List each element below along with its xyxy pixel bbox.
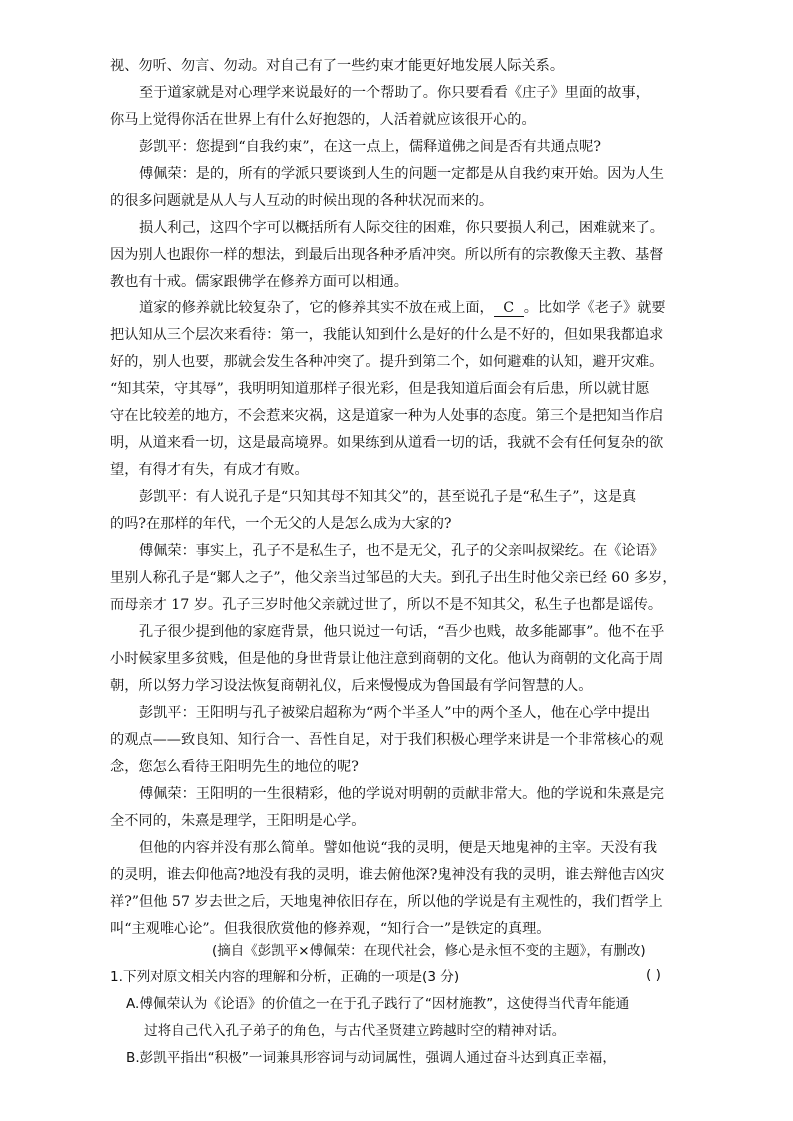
- passage-line: 念，您怎么看待王阳明先生的地位的呢?: [110, 759, 359, 775]
- passage-line: 视、勿听、勿言、勿动。对自己有了一些约束才能更好地发展人际关系。: [110, 58, 565, 74]
- option-a-continued: 过将自己代入孔子弟子的角色，与古代圣贤建立跨越时空的精神对话。: [144, 1023, 566, 1039]
- passage-text: 。比如学《老子》就要: [523, 300, 666, 316]
- passage-line: 孔子很少提到他的家庭背景，他只说过一句话，“吾少也贱，故多能鄙事”。他不在乎: [139, 624, 665, 640]
- option-a: A.傅佩荣认为《论语》的价值之一在于孔子践行了“因材施教”，这使得当代青年能通: [126, 996, 630, 1012]
- passage-line: 的吗?在那样的年代，一个无父的人是怎么成为大家的?: [110, 516, 452, 532]
- answer-blank: C: [494, 300, 524, 317]
- question-stem: 1.下列对原文相关内容的理解和分析，正确的一项是(3 分): [110, 969, 460, 985]
- passage-line: 守在比较差的地方，不会惹来灾祸，这是道家一种为人处事的态度。第三个是把知当作启: [110, 408, 664, 424]
- passage-line: 彭凯平：有人说孔子是“只知其母不知其父”的，甚至说孔子是“私生子”，这是真: [139, 489, 637, 505]
- passage-line: 但他的内容并没有那么简单。譬如他说“我的灵明，便是天地鬼神的主宰。天没有我: [139, 840, 658, 856]
- passage-line: 把认知从三个层次来看待：第一，我能认知到什么是好的什么是不好的，但如果我都追求: [110, 327, 664, 343]
- passage-line: “知其荣，守其辱”，我明明知道那样子很光彩，但是我知道后面会有后患，所以就甘愿: [110, 381, 650, 397]
- passage-line: 望，有得才有失，有成才有败。: [110, 462, 309, 478]
- passage-line: 祥?”但他 57 岁去世之后，天地鬼神依旧存在，所以他的学说是有主观性的，我们哲学上: [110, 894, 663, 910]
- passage-line: 里别人称孔子是“鄹人之子”，他父亲当过邹邑的大夫。到孔子出生时他父亲已经 60 多岁，: [110, 570, 677, 586]
- passage-line: 傅佩荣：事实上，孔子不是私生子，也不是无父，孔子的父亲叫叔梁纥。在《论语》: [139, 543, 664, 559]
- passage-line: 傅佩荣：是的，所有的学派只要谈到人生的问题一定都是从自我约束开始。因为人生: [139, 166, 664, 182]
- passage-line: 因为别人也跟你一样的想法，到最后出现各种矛盾冲突。所以所有的宗教像天主教、基督: [110, 247, 664, 263]
- passage-line: 的灵明，谁去仰他高?地没有我的灵明，谁去俯他深?鬼神没有我的灵明，谁去辩他吉凶灾: [110, 867, 665, 883]
- passage-line: 你马上觉得你活在世界上有什么好抱怨的，人活着就应该很开心的。: [110, 112, 536, 128]
- answer-parenthesis: ( ): [646, 967, 661, 983]
- option-b: B.彭凯平指出“积极”一词兼具形容词与动词属性，强调人通过奋斗达到真正幸福，: [126, 1050, 616, 1066]
- passage-line: 好的，别人也要，那就会发生各种冲突了。提升到第二个，如何避难的认知，避开灾难。: [110, 354, 664, 370]
- passage-line: 朝，所以努力学习设法恢复商朝礼仪，后来慢慢成为鲁国最有学问智慧的人。: [110, 678, 593, 694]
- passage-line: 彭凯平：您提到“自我约束”，在这一点上，儒释道佛之间是否有共通点呢?: [139, 139, 601, 155]
- passage-line: 小时候家里多贫贱，但是他的身世背景让他注意到商朝的文化。他认为商朝的文化高于周: [110, 651, 664, 667]
- passage-line: 叫“主观唯心论”。但我很欣赏他的修养观，“知行合一”是铁定的真理。: [110, 921, 551, 937]
- passage-line: 傅佩荣：王阳明的一生很精彩，他的学说对明朝的贡献非常大。他的学说和朱熹是完: [139, 786, 664, 802]
- passage-line: 的观点——致良知、知行合一、吾性自足，对于我们积极心理学来讲是一个非常核心的观: [110, 732, 664, 748]
- passage-line: 的很多问题就是从人与人互动的时候出现的各种状况而来的。: [110, 193, 494, 209]
- passage-line: 全不同的，朱熹是理学，王阳明是心学。: [110, 813, 366, 829]
- passage-line: 损人利己，这四个字可以概括所有人际交往的困难，你只要损人利己，困难就来了。: [139, 220, 664, 236]
- passage-line: 明，从道来看一切，这是最高境界。如果练到从道看一切的话，我就不会有任何复杂的欲: [110, 435, 664, 451]
- source-citation: (摘自《彭凯平×傅佩荣：在现代社会，修心是永恒不变的主题》，有删改): [212, 943, 646, 959]
- passage-text: 道家的修养就比较复杂了，它的修养其实不放在戒上面，: [139, 300, 494, 316]
- passage-line: 至于道家就是对心理学来说最好的一个帮助了。你只要看看《庄子》里面的故事，: [139, 85, 650, 101]
- passage-line-with-blank: [139, 298, 695, 318]
- passage-line: 而母亲才 17 岁。孔子三岁时他父亲就过世了，所以不是不知其父，私生子也都是谣传。: [110, 597, 663, 613]
- passage-line: 教也有十戒。儒家跟佛学在修养方面可以相通。: [110, 274, 408, 290]
- passage-line: 彭凯平：王阳明与孔子被梁启超称为“两个半圣人”中的两个圣人，他在心学中提出: [139, 705, 651, 721]
